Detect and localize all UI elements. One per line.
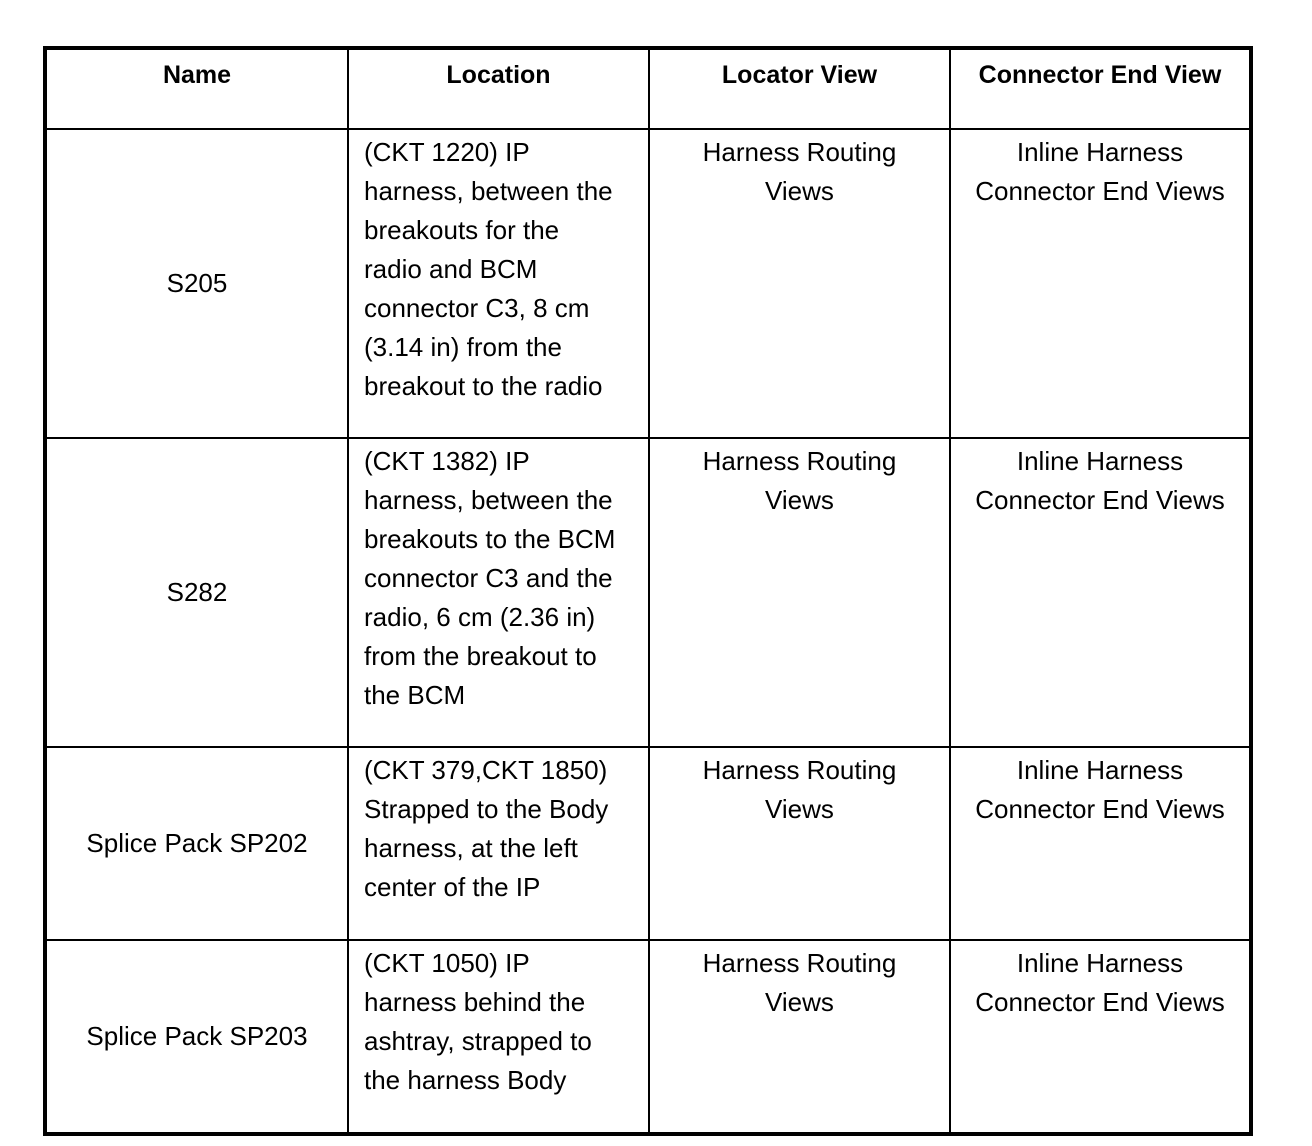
cell-connector-end-view xyxy=(950,940,1251,1134)
cell-location xyxy=(348,438,649,747)
locator-view-line: Views xyxy=(765,987,834,1017)
cell-name: Splice Pack SP202 xyxy=(45,747,348,940)
cell-name: S205 xyxy=(45,129,348,438)
location-line: harness, between the xyxy=(364,176,613,206)
cell-locator-view xyxy=(649,129,950,438)
location-line: harness, at the left xyxy=(364,833,578,863)
table-row xyxy=(45,438,1251,747)
cell-name: Splice Pack SP203 xyxy=(45,940,348,1134)
header-connector-end-view: Connector End View xyxy=(950,48,1251,129)
cell-location xyxy=(348,129,649,438)
location-line: (CKT 1050) IP xyxy=(364,948,530,978)
locator-view-line: Harness Routing xyxy=(702,137,897,167)
location-line: ashtray, strapped to xyxy=(364,1026,592,1056)
location-line: breakouts for the xyxy=(364,215,560,245)
cell-locator-view xyxy=(649,940,950,1134)
locator-view-line: Harness Routing xyxy=(702,948,897,978)
connector-view-line: Inline Harness xyxy=(1016,755,1184,785)
location-line: (CKT 379,CKT 1850) xyxy=(364,755,608,785)
locator-view-line: Harness Routing xyxy=(702,755,897,785)
location-line: (3.14 in) from the xyxy=(364,332,562,362)
location-line: harness behind the xyxy=(364,987,586,1017)
connector-view-line: Connector End Views xyxy=(975,176,1225,206)
location-line: from the breakout to xyxy=(364,641,597,671)
table-row xyxy=(45,747,1251,940)
splice-location-table xyxy=(43,46,1253,1136)
location-line: connector C3 and the xyxy=(364,563,613,593)
connector-view-line: Connector End Views xyxy=(975,987,1225,1017)
connector-view-line: Inline Harness xyxy=(1016,137,1184,167)
locator-view-line: Views xyxy=(765,176,834,206)
location-line: connector C3, 8 cm xyxy=(364,293,590,323)
cell-connector-end-view xyxy=(950,129,1251,438)
location-line: breakout to the radio xyxy=(364,371,603,401)
location-line: (CKT 1382) IP xyxy=(364,446,530,476)
connector-view-line: Connector End Views xyxy=(975,485,1225,515)
table-row xyxy=(45,129,1251,438)
locator-view-line: Harness Routing xyxy=(702,446,897,476)
locator-view-line: Views xyxy=(765,485,834,515)
header-location: Location xyxy=(348,48,649,129)
location-line: (CKT 1220) IP xyxy=(364,137,530,167)
connector-view-line: Inline Harness xyxy=(1016,446,1184,476)
cell-location xyxy=(348,747,649,940)
table-row xyxy=(45,940,1251,1134)
location-line: Strapped to the Body xyxy=(364,794,609,824)
cell-name: S282 xyxy=(45,438,348,747)
location-line: center of the IP xyxy=(364,872,541,902)
header-locator-view: Locator View xyxy=(649,48,950,129)
location-line: the BCM xyxy=(364,680,466,710)
location-line: the harness Body xyxy=(364,1065,567,1095)
location-line: radio, 6 cm (2.36 in) xyxy=(364,602,596,632)
cell-locator-view xyxy=(649,747,950,940)
header-name: Name xyxy=(45,48,348,129)
cell-connector-end-view xyxy=(950,747,1251,940)
table-header-row xyxy=(45,48,1251,129)
location-line: radio and BCM xyxy=(364,254,538,284)
cell-connector-end-view xyxy=(950,438,1251,747)
locator-view-line: Views xyxy=(765,794,834,824)
connector-view-line: Connector End Views xyxy=(975,794,1225,824)
cell-location xyxy=(348,940,649,1134)
location-line: harness, between the xyxy=(364,485,613,515)
cell-locator-view xyxy=(649,438,950,747)
location-line: breakouts to the BCM xyxy=(364,524,616,554)
connector-view-line: Inline Harness xyxy=(1016,948,1184,978)
